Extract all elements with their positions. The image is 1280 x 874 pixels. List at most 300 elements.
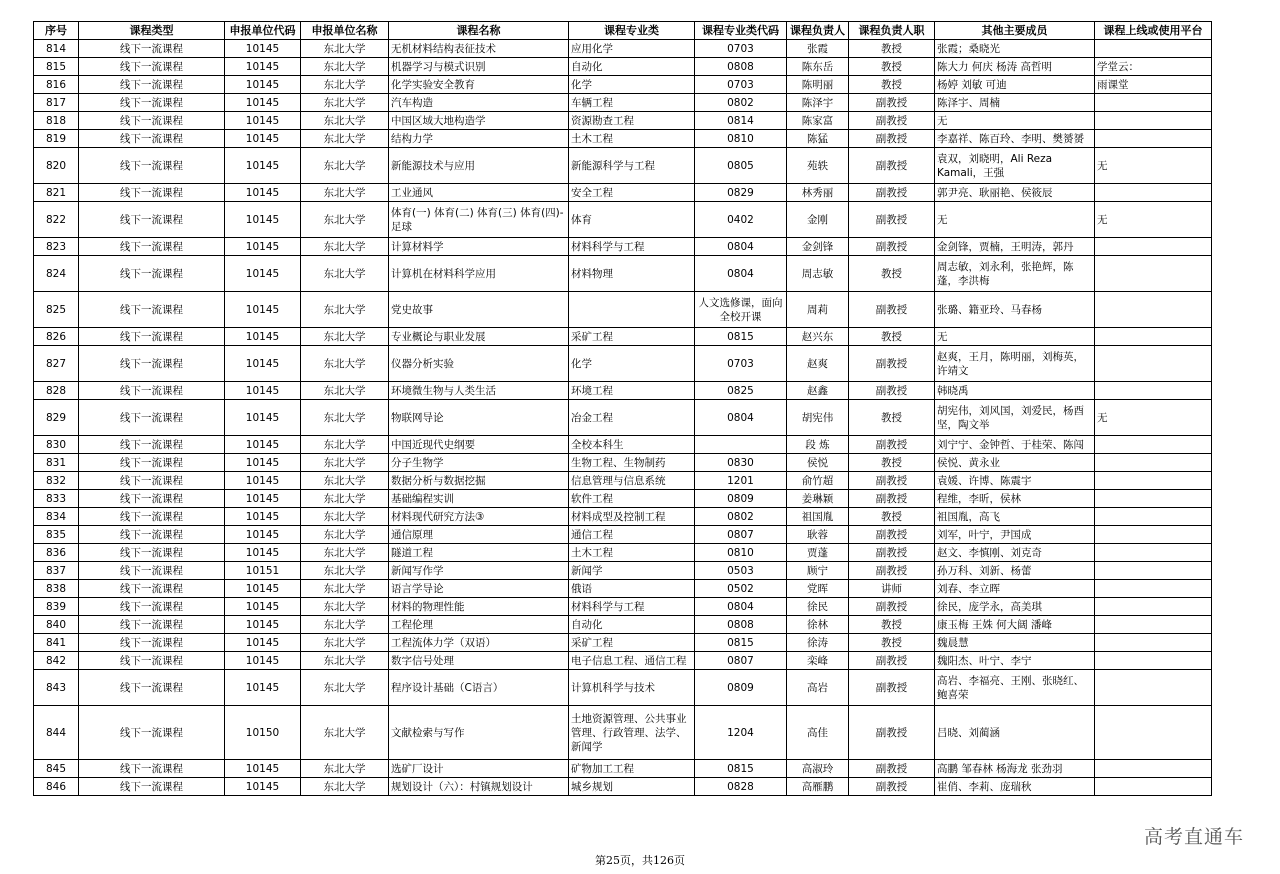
cell-major-category: 自动化 bbox=[569, 58, 695, 76]
cell-members: 张璐、籍亚玲、马春杨 bbox=[935, 292, 1095, 328]
cell-lead: 胡宪伟 bbox=[787, 400, 849, 436]
cell-unit-name: 东北大学 bbox=[301, 328, 389, 346]
cell-lead-title: 副教授 bbox=[849, 148, 935, 184]
cell-major-category: 新能源科学与工程 bbox=[569, 148, 695, 184]
cell-unit-code: 10151 bbox=[225, 562, 301, 580]
cell-index: 835 bbox=[34, 526, 79, 544]
cell-major-code: 0802 bbox=[695, 508, 787, 526]
cell-members: 袁双，刘晓明，Ali Reza Kamali，王强 bbox=[935, 148, 1095, 184]
cell-course-name: 无机材料结构表征技术 bbox=[389, 40, 569, 58]
cell-unit-code: 10145 bbox=[225, 472, 301, 490]
cell-major-category: 通信工程 bbox=[569, 526, 695, 544]
cell-course-type: 线下一流课程 bbox=[79, 670, 225, 706]
cell-platform bbox=[1095, 184, 1212, 202]
cell-index: 820 bbox=[34, 148, 79, 184]
table-row bbox=[34, 436, 1212, 454]
cell-unit-name: 东北大学 bbox=[301, 400, 389, 436]
cell-lead: 周莉 bbox=[787, 292, 849, 328]
cell-major-code: 0805 bbox=[695, 148, 787, 184]
cell-index: 817 bbox=[34, 94, 79, 112]
cell-index: 838 bbox=[34, 580, 79, 598]
column-header: 课程名称 bbox=[389, 22, 569, 40]
cell-index: 825 bbox=[34, 292, 79, 328]
column-header: 课程负责人职 bbox=[849, 22, 935, 40]
cell-index: 818 bbox=[34, 112, 79, 130]
cell-members: 魏阳杰、叶宁、李宁 bbox=[935, 652, 1095, 670]
cell-platform bbox=[1095, 526, 1212, 544]
cell-lead-title: 副教授 bbox=[849, 130, 935, 148]
cell-unit-code: 10145 bbox=[225, 382, 301, 400]
cell-unit-name: 东北大学 bbox=[301, 616, 389, 634]
table-row bbox=[34, 346, 1212, 382]
cell-course-name: 规划设计（六）：村镇规划设计 bbox=[389, 778, 569, 796]
table-row bbox=[34, 76, 1212, 94]
cell-major-category: 采矿工程 bbox=[569, 328, 695, 346]
cell-course-name: 通信原理 bbox=[389, 526, 569, 544]
cell-course-type: 线下一流课程 bbox=[79, 76, 225, 94]
cell-course-name: 文献检索与写作 bbox=[389, 706, 569, 760]
cell-unit-name: 东北大学 bbox=[301, 778, 389, 796]
cell-unit-name: 东北大学 bbox=[301, 382, 389, 400]
cell-course-type: 线下一流课程 bbox=[79, 652, 225, 670]
cell-lead: 栾峰 bbox=[787, 652, 849, 670]
table-row bbox=[34, 472, 1212, 490]
cell-course-name: 计算材料学 bbox=[389, 238, 569, 256]
cell-index: 814 bbox=[34, 40, 79, 58]
cell-lead: 陈东岳 bbox=[787, 58, 849, 76]
cell-unit-name: 东北大学 bbox=[301, 202, 389, 238]
cell-course-type: 线下一流课程 bbox=[79, 436, 225, 454]
cell-platform bbox=[1095, 292, 1212, 328]
cell-course-type: 线下一流课程 bbox=[79, 328, 225, 346]
cell-unit-code: 10145 bbox=[225, 454, 301, 472]
cell-major-code: 0808 bbox=[695, 58, 787, 76]
cell-unit-name: 东北大学 bbox=[301, 508, 389, 526]
table-row bbox=[34, 202, 1212, 238]
cell-major-code: 0810 bbox=[695, 130, 787, 148]
cell-course-name: 结构力学 bbox=[389, 130, 569, 148]
cell-course-name: 数字信号处理 bbox=[389, 652, 569, 670]
cell-unit-code: 10145 bbox=[225, 634, 301, 652]
cell-lead-title: 副教授 bbox=[849, 238, 935, 256]
cell-members: 刘宁宁、金钟哲、于桂荣、陈闯 bbox=[935, 436, 1095, 454]
cell-course-type: 线下一流课程 bbox=[79, 130, 225, 148]
cell-unit-code: 10145 bbox=[225, 76, 301, 94]
cell-major-code: 0703 bbox=[695, 40, 787, 58]
cell-course-type: 线下一流课程 bbox=[79, 346, 225, 382]
cell-lead-title: 副教授 bbox=[849, 526, 935, 544]
cell-course-name: 体育(一) 体育(二) 体育(三) 体育(四)-足球 bbox=[389, 202, 569, 238]
cell-index: 829 bbox=[34, 400, 79, 436]
cell-lead: 金刚 bbox=[787, 202, 849, 238]
cell-major-category: 材料科学与工程 bbox=[569, 598, 695, 616]
cell-lead: 姜琳颖 bbox=[787, 490, 849, 508]
cell-index: 840 bbox=[34, 616, 79, 634]
cell-platform bbox=[1095, 634, 1212, 652]
cell-unit-name: 东北大学 bbox=[301, 238, 389, 256]
table-row bbox=[34, 292, 1212, 328]
cell-index: 819 bbox=[34, 130, 79, 148]
cell-lead-title: 教授 bbox=[849, 256, 935, 292]
cell-course-type: 线下一流课程 bbox=[79, 40, 225, 58]
table-row bbox=[34, 670, 1212, 706]
cell-lead-title: 副教授 bbox=[849, 652, 935, 670]
cell-platform bbox=[1095, 238, 1212, 256]
cell-lead-title: 副教授 bbox=[849, 544, 935, 562]
cell-unit-name: 东北大学 bbox=[301, 76, 389, 94]
cell-lead-title: 教授 bbox=[849, 76, 935, 94]
cell-platform bbox=[1095, 616, 1212, 634]
cell-index: 843 bbox=[34, 670, 79, 706]
cell-members: 程维，李昕，侯林 bbox=[935, 490, 1095, 508]
cell-course-type: 线下一流课程 bbox=[79, 148, 225, 184]
column-header: 课程专业类代码 bbox=[695, 22, 787, 40]
cell-major-code: 0402 bbox=[695, 202, 787, 238]
cell-major-category: 采矿工程 bbox=[569, 634, 695, 652]
cell-lead: 耿蓉 bbox=[787, 526, 849, 544]
cell-lead-title: 副教授 bbox=[849, 472, 935, 490]
cell-unit-name: 东北大学 bbox=[301, 130, 389, 148]
cell-unit-code: 10145 bbox=[225, 112, 301, 130]
cell-index: 832 bbox=[34, 472, 79, 490]
cell-major-category: 资源勘查工程 bbox=[569, 112, 695, 130]
cell-members: 韩晓禹 bbox=[935, 382, 1095, 400]
table-row bbox=[34, 454, 1212, 472]
cell-unit-name: 东北大学 bbox=[301, 706, 389, 760]
cell-index: 839 bbox=[34, 598, 79, 616]
cell-platform: 无 bbox=[1095, 148, 1212, 184]
cell-platform bbox=[1095, 40, 1212, 58]
cell-lead-title: 副教授 bbox=[849, 562, 935, 580]
cell-major-code: 0810 bbox=[695, 544, 787, 562]
cell-unit-name: 东北大学 bbox=[301, 40, 389, 58]
cell-lead: 高淑玲 bbox=[787, 760, 849, 778]
cell-index: 846 bbox=[34, 778, 79, 796]
table-row bbox=[34, 490, 1212, 508]
cell-platform bbox=[1095, 778, 1212, 796]
cell-members: 赵文、李慎刚、刘克奇 bbox=[935, 544, 1095, 562]
cell-course-type: 线下一流课程 bbox=[79, 490, 225, 508]
cell-major-category: 安全工程 bbox=[569, 184, 695, 202]
cell-lead: 林秀丽 bbox=[787, 184, 849, 202]
cell-index: 827 bbox=[34, 346, 79, 382]
cell-unit-code: 10145 bbox=[225, 436, 301, 454]
cell-major-category: 生物工程、生物制药 bbox=[569, 454, 695, 472]
cell-unit-name: 东北大学 bbox=[301, 472, 389, 490]
cell-course-name: 材料的物理性能 bbox=[389, 598, 569, 616]
cell-index: 821 bbox=[34, 184, 79, 202]
table-row bbox=[34, 328, 1212, 346]
cell-lead-title: 副教授 bbox=[849, 778, 935, 796]
table-row bbox=[34, 256, 1212, 292]
cell-major-code: 1201 bbox=[695, 472, 787, 490]
cell-unit-code: 10145 bbox=[225, 148, 301, 184]
cell-course-name: 环境微生物与人类生活 bbox=[389, 382, 569, 400]
cell-lead-title: 教授 bbox=[849, 616, 935, 634]
table-row bbox=[34, 382, 1212, 400]
cell-lead: 陈家富 bbox=[787, 112, 849, 130]
cell-members: 赵爽，王月，陈明丽，刘梅英，许靖文 bbox=[935, 346, 1095, 382]
cell-major-code: 0815 bbox=[695, 760, 787, 778]
cell-major-code bbox=[695, 436, 787, 454]
cell-lead-title: 副教授 bbox=[849, 184, 935, 202]
cell-major-category: 体育 bbox=[569, 202, 695, 238]
cell-major-category: 信息管理与信息系统 bbox=[569, 472, 695, 490]
cell-lead: 徐民 bbox=[787, 598, 849, 616]
cell-major-category: 化学 bbox=[569, 76, 695, 94]
cell-unit-name: 东北大学 bbox=[301, 346, 389, 382]
cell-course-name: 新能源技术与应用 bbox=[389, 148, 569, 184]
cell-unit-name: 东北大学 bbox=[301, 256, 389, 292]
table-row bbox=[34, 778, 1212, 796]
cell-index: 830 bbox=[34, 436, 79, 454]
cell-course-type: 线下一流课程 bbox=[79, 58, 225, 76]
cell-major-category: 城乡规划 bbox=[569, 778, 695, 796]
table-row bbox=[34, 400, 1212, 436]
cell-major-category: 矿物加工工程 bbox=[569, 760, 695, 778]
cell-course-name: 工业通风 bbox=[389, 184, 569, 202]
cell-major-code: 0804 bbox=[695, 238, 787, 256]
table-row bbox=[34, 148, 1212, 184]
cell-course-type: 线下一流课程 bbox=[79, 472, 225, 490]
table-row bbox=[34, 598, 1212, 616]
cell-lead-title: 副教授 bbox=[849, 94, 935, 112]
cell-major-code: 0703 bbox=[695, 346, 787, 382]
cell-course-type: 线下一流课程 bbox=[79, 760, 225, 778]
cell-lead-title: 副教授 bbox=[849, 292, 935, 328]
cell-platform bbox=[1095, 382, 1212, 400]
cell-index: 822 bbox=[34, 202, 79, 238]
cell-unit-code: 10145 bbox=[225, 292, 301, 328]
cell-major-category: 化学 bbox=[569, 346, 695, 382]
cell-unit-code: 10150 bbox=[225, 706, 301, 760]
cell-major-category: 土木工程 bbox=[569, 130, 695, 148]
cell-lead: 侯悦 bbox=[787, 454, 849, 472]
cell-major-category: 环境工程 bbox=[569, 382, 695, 400]
cell-course-name: 材料现代研究方法③ bbox=[389, 508, 569, 526]
cell-platform bbox=[1095, 130, 1212, 148]
cell-members: 无 bbox=[935, 328, 1095, 346]
table-row bbox=[34, 130, 1212, 148]
cell-lead: 顾宁 bbox=[787, 562, 849, 580]
cell-members: 周志敏，刘永利，张艳辉，陈蓬，李洪梅 bbox=[935, 256, 1095, 292]
cell-members: 胡宪伟，刘风国，刘爱民，杨酉坚，陶文举 bbox=[935, 400, 1095, 436]
cell-course-type: 线下一流课程 bbox=[79, 94, 225, 112]
cell-unit-code: 10145 bbox=[225, 94, 301, 112]
cell-course-type: 线下一流课程 bbox=[79, 382, 225, 400]
cell-members: 崔俏、李莉、庞瑞秋 bbox=[935, 778, 1095, 796]
cell-course-name: 语言学导论 bbox=[389, 580, 569, 598]
cell-unit-name: 东北大学 bbox=[301, 526, 389, 544]
cell-major-category: 车辆工程 bbox=[569, 94, 695, 112]
cell-course-type: 线下一流课程 bbox=[79, 256, 225, 292]
table-row bbox=[34, 616, 1212, 634]
table-row bbox=[34, 652, 1212, 670]
cell-index: 845 bbox=[34, 760, 79, 778]
cell-lead: 张霞 bbox=[787, 40, 849, 58]
page-footer: 第25页，共126页 bbox=[595, 854, 685, 867]
cell-unit-code: 10145 bbox=[225, 670, 301, 706]
cell-platform bbox=[1095, 760, 1212, 778]
column-header: 课程负责人 bbox=[787, 22, 849, 40]
cell-unit-name: 东北大学 bbox=[301, 490, 389, 508]
cell-major-category: 土木工程 bbox=[569, 544, 695, 562]
column-header: 申报单位代码 bbox=[225, 22, 301, 40]
cell-lead: 党晖 bbox=[787, 580, 849, 598]
cell-course-type: 线下一流课程 bbox=[79, 634, 225, 652]
cell-course-name: 中国区域大地构造学 bbox=[389, 112, 569, 130]
cell-lead: 高佳 bbox=[787, 706, 849, 760]
cell-lead-title: 副教授 bbox=[849, 112, 935, 130]
cell-lead: 赵兴东 bbox=[787, 328, 849, 346]
cell-index: 823 bbox=[34, 238, 79, 256]
cell-course-type: 线下一流课程 bbox=[79, 616, 225, 634]
cell-unit-code: 10145 bbox=[225, 400, 301, 436]
cell-unit-code: 10145 bbox=[225, 598, 301, 616]
cell-members: 侯悦、黄永业 bbox=[935, 454, 1095, 472]
column-header: 申报单位名称 bbox=[301, 22, 389, 40]
table-row bbox=[34, 112, 1212, 130]
cell-lead: 陈泽宇 bbox=[787, 94, 849, 112]
cell-members: 李嘉祥、陈百玲、李明、樊赟赟 bbox=[935, 130, 1095, 148]
cell-major-category: 软件工程 bbox=[569, 490, 695, 508]
cell-platform: 学堂云： bbox=[1095, 58, 1212, 76]
cell-lead: 徐林 bbox=[787, 616, 849, 634]
cell-course-type: 线下一流课程 bbox=[79, 508, 225, 526]
cell-unit-code: 10145 bbox=[225, 490, 301, 508]
cell-lead-title: 教授 bbox=[849, 634, 935, 652]
cell-lead: 贾蓬 bbox=[787, 544, 849, 562]
cell-platform bbox=[1095, 706, 1212, 760]
cell-index: 831 bbox=[34, 454, 79, 472]
cell-platform bbox=[1095, 490, 1212, 508]
cell-index: 834 bbox=[34, 508, 79, 526]
cell-major-category: 自动化 bbox=[569, 616, 695, 634]
table-row bbox=[34, 634, 1212, 652]
cell-members: 高鹏 邹春林 杨海龙 张劲羽 bbox=[935, 760, 1095, 778]
cell-lead-title: 副教授 bbox=[849, 346, 935, 382]
cell-course-type: 线下一流课程 bbox=[79, 238, 225, 256]
cell-course-type: 线下一流课程 bbox=[79, 562, 225, 580]
cell-unit-code: 10145 bbox=[225, 778, 301, 796]
cell-lead: 赵鑫 bbox=[787, 382, 849, 400]
cell-unit-code: 10145 bbox=[225, 346, 301, 382]
cell-major-code: 0807 bbox=[695, 652, 787, 670]
cell-members: 杨婷 刘敏 可迪 bbox=[935, 76, 1095, 94]
cell-platform bbox=[1095, 472, 1212, 490]
cell-unit-code: 10145 bbox=[225, 508, 301, 526]
watermark-text: 高考直通车 bbox=[1144, 826, 1245, 848]
cell-major-category: 材料物理 bbox=[569, 256, 695, 292]
cell-course-type: 线下一流课程 bbox=[79, 454, 225, 472]
cell-course-type: 线下一流课程 bbox=[79, 778, 225, 796]
cell-unit-name: 东北大学 bbox=[301, 292, 389, 328]
cell-course-name: 计算机在材料科学应用 bbox=[389, 256, 569, 292]
cell-major-code: 0502 bbox=[695, 580, 787, 598]
cell-platform: 无 bbox=[1095, 202, 1212, 238]
cell-platform bbox=[1095, 436, 1212, 454]
cell-course-type: 线下一流课程 bbox=[79, 292, 225, 328]
cell-platform bbox=[1095, 346, 1212, 382]
cell-lead: 段 炼 bbox=[787, 436, 849, 454]
cell-index: 841 bbox=[34, 634, 79, 652]
cell-platform bbox=[1095, 562, 1212, 580]
cell-unit-name: 东北大学 bbox=[301, 580, 389, 598]
cell-major-code: 0829 bbox=[695, 184, 787, 202]
cell-members: 袁媛、许博、陈震宇 bbox=[935, 472, 1095, 490]
cell-major-category: 全校本科生 bbox=[569, 436, 695, 454]
cell-course-name: 工程流体力学（双语） bbox=[389, 634, 569, 652]
cell-index: 816 bbox=[34, 76, 79, 94]
cell-course-type: 线下一流课程 bbox=[79, 580, 225, 598]
cell-major-code: 0814 bbox=[695, 112, 787, 130]
table-row bbox=[34, 706, 1212, 760]
cell-lead-title: 教授 bbox=[849, 454, 935, 472]
cell-major-code: 0503 bbox=[695, 562, 787, 580]
cell-lead: 苑轶 bbox=[787, 148, 849, 184]
table-row bbox=[34, 580, 1212, 598]
table-row bbox=[34, 508, 1212, 526]
cell-unit-name: 东北大学 bbox=[301, 58, 389, 76]
cell-unit-code: 10145 bbox=[225, 580, 301, 598]
cell-course-name: 新闻写作学 bbox=[389, 562, 569, 580]
cell-major-category: 电子信息工程、通信工程 bbox=[569, 652, 695, 670]
cell-major-code: 0809 bbox=[695, 490, 787, 508]
cell-course-name: 基础编程实训 bbox=[389, 490, 569, 508]
cell-members: 高岩、李福亮、王刚、张晓红、鲍喜荣 bbox=[935, 670, 1095, 706]
cell-course-name: 仪器分析实验 bbox=[389, 346, 569, 382]
cell-major-category: 计算机科学与技术 bbox=[569, 670, 695, 706]
column-header: 序号 bbox=[34, 22, 79, 40]
cell-course-name: 选矿厂设计 bbox=[389, 760, 569, 778]
cell-major-code: 0809 bbox=[695, 670, 787, 706]
cell-members: 陈大力 何庆 杨涛 高哲明 bbox=[935, 58, 1095, 76]
cell-lead-title: 副教授 bbox=[849, 436, 935, 454]
cell-lead: 高雁鹏 bbox=[787, 778, 849, 796]
cell-major-code: 0830 bbox=[695, 454, 787, 472]
table-row bbox=[34, 40, 1212, 58]
cell-unit-code: 10145 bbox=[225, 760, 301, 778]
cell-index: 844 bbox=[34, 706, 79, 760]
cell-lead: 陈明丽 bbox=[787, 76, 849, 94]
cell-members: 金剑锋，贾楠，王明涛，郭丹 bbox=[935, 238, 1095, 256]
cell-major-code: 0807 bbox=[695, 526, 787, 544]
cell-lead-title: 副教授 bbox=[849, 598, 935, 616]
cell-members: 祖国胤，高飞 bbox=[935, 508, 1095, 526]
header-row bbox=[34, 22, 1212, 40]
cell-unit-code: 10145 bbox=[225, 202, 301, 238]
cell-platform bbox=[1095, 670, 1212, 706]
cell-major-code: 人文选修课，面向全校开课 bbox=[695, 292, 787, 328]
cell-major-code: 0703 bbox=[695, 76, 787, 94]
cell-platform bbox=[1095, 652, 1212, 670]
cell-unit-code: 10145 bbox=[225, 238, 301, 256]
cell-members: 无 bbox=[935, 112, 1095, 130]
cell-course-type: 线下一流课程 bbox=[79, 184, 225, 202]
cell-course-name: 数据分析与数据挖掘 bbox=[389, 472, 569, 490]
cell-major-category bbox=[569, 292, 695, 328]
cell-lead: 祖国胤 bbox=[787, 508, 849, 526]
cell-members: 刘春、李立晖 bbox=[935, 580, 1095, 598]
cell-unit-name: 东北大学 bbox=[301, 652, 389, 670]
cell-unit-code: 10145 bbox=[225, 256, 301, 292]
cell-course-name: 隧道工程 bbox=[389, 544, 569, 562]
cell-unit-code: 10145 bbox=[225, 130, 301, 148]
cell-members: 郭尹亮、耿丽艳、侯筱辰 bbox=[935, 184, 1095, 202]
cell-unit-name: 东北大学 bbox=[301, 112, 389, 130]
course-table bbox=[33, 21, 1212, 796]
cell-lead-title: 教授 bbox=[849, 508, 935, 526]
